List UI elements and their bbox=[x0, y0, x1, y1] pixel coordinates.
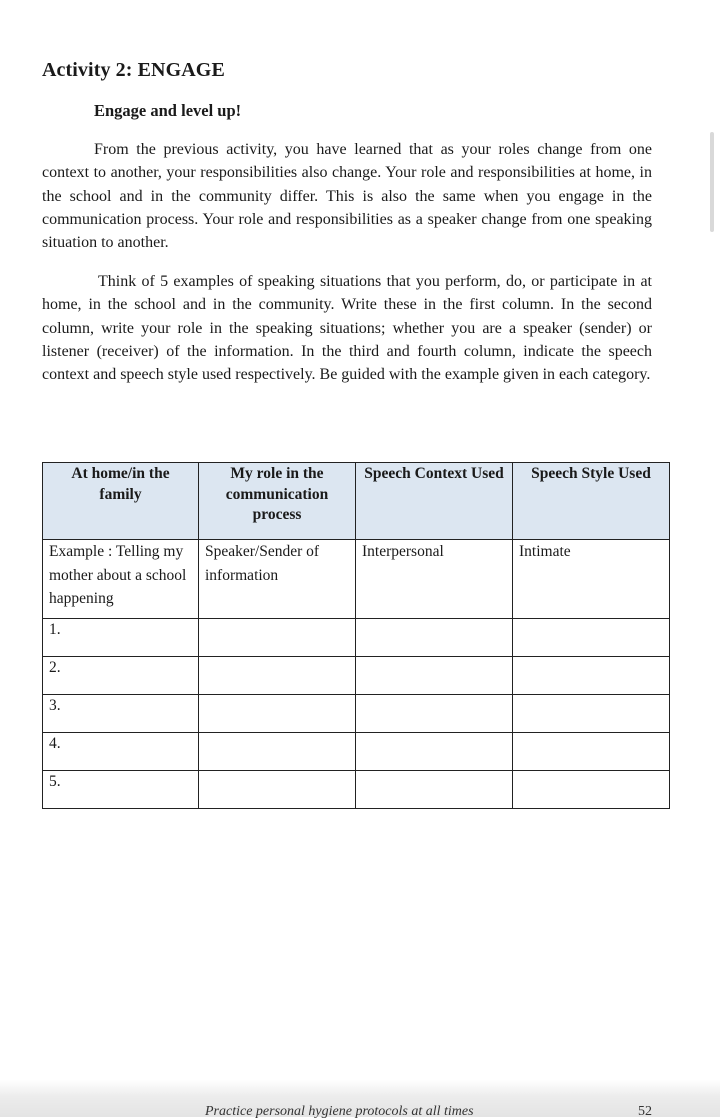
page-number: 52 bbox=[638, 1104, 652, 1119]
instructions-paragraph: Think of 5 examples of speaking situations that you perform, do, or participate in at home, in the school and in the community. Write these in the first column. In the second column, write your role in the speaking situations; whether you are a speaker (sender) or listener (receiver) of the information. In the third and fourth column, indicate the speech context and speech style used respectively. Be guided with the example given in each category. bbox=[42, 273, 652, 384]
activity-subtitle: Engage and level up! bbox=[94, 101, 242, 120]
table-row bbox=[43, 733, 670, 771]
column-header: At home/in the family bbox=[43, 463, 199, 540]
table-row bbox=[43, 619, 670, 657]
answer-cell[interactable] bbox=[513, 771, 670, 809]
answer-cell[interactable] bbox=[199, 657, 356, 695]
table-row bbox=[43, 657, 670, 695]
row-number: 1. bbox=[43, 619, 199, 657]
table-cell: Speaker/Sender of information bbox=[199, 540, 356, 619]
column-header: Speech Context Used bbox=[356, 463, 513, 540]
footer-text: Practice personal hygiene protocols at all times bbox=[205, 1104, 474, 1119]
activity-table bbox=[42, 462, 670, 809]
answer-cell[interactable] bbox=[513, 619, 670, 657]
answer-cell[interactable] bbox=[356, 657, 513, 695]
scrollbar[interactable] bbox=[710, 132, 714, 232]
row-number: 4. bbox=[43, 733, 199, 771]
example-row bbox=[43, 540, 670, 619]
answer-cell[interactable] bbox=[356, 733, 513, 771]
intro-paragraph: From the previous activity, you have learned that as your roles change from one context to another, your responsibilities also change. Your role and responsibilities at home, in the school and in the community differ. This is also the same when you engage in the communication process. Your role and responsibilities as a speaker change from one speaking situation to another. bbox=[42, 141, 652, 252]
answer-cell[interactable] bbox=[513, 695, 670, 733]
answer-cell[interactable] bbox=[199, 695, 356, 733]
row-number: 2. bbox=[43, 657, 199, 695]
table-row bbox=[43, 771, 670, 809]
activity-title: Activity 2: ENGAGE bbox=[42, 59, 225, 81]
table-cell: Example : Telling my mother about a school happening bbox=[43, 540, 199, 619]
row-number: 3. bbox=[43, 695, 199, 733]
column-header: Speech Style Used bbox=[513, 463, 670, 540]
answer-cell[interactable] bbox=[513, 657, 670, 695]
answer-cell[interactable] bbox=[199, 771, 356, 809]
table-row bbox=[43, 695, 670, 733]
answer-cell[interactable] bbox=[356, 619, 513, 657]
row-number: 5. bbox=[43, 771, 199, 809]
table-cell: Intimate bbox=[513, 540, 670, 619]
answer-cell[interactable] bbox=[356, 695, 513, 733]
answer-cell[interactable] bbox=[199, 733, 356, 771]
table-header-row bbox=[43, 463, 670, 540]
column-header: My role in the communication process bbox=[199, 463, 356, 540]
table-cell: Interpersonal bbox=[356, 540, 513, 619]
answer-cell[interactable] bbox=[513, 733, 670, 771]
answer-cell[interactable] bbox=[199, 619, 356, 657]
answer-cell[interactable] bbox=[356, 771, 513, 809]
